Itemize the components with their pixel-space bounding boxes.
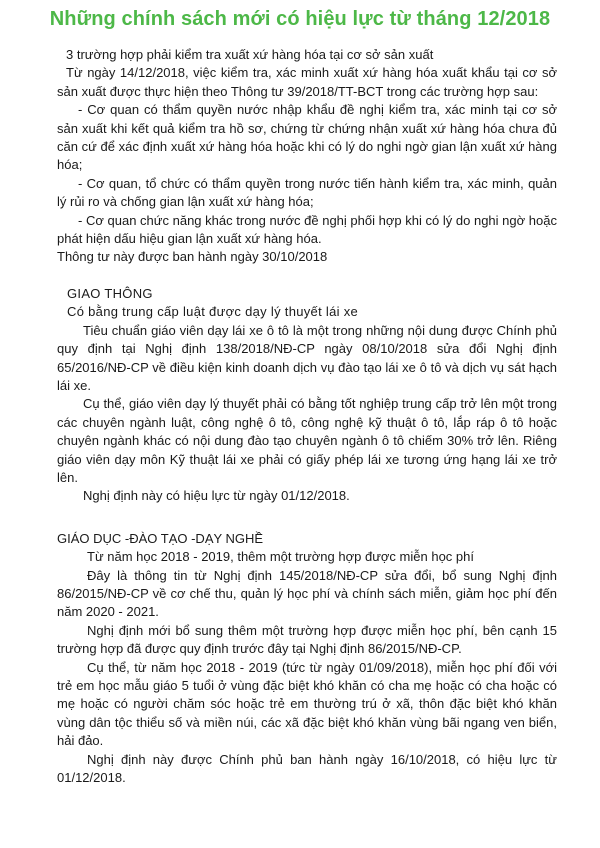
section-spacer (57, 506, 557, 530)
section1-item: - Cơ quan có thẩm quyền nước nhập khẩu đề nghị kiểm tra, xác minh tại cơ sở sản xuất khi kết quả kiểm tra hồ sơ, chứng từ chứng nhận xuất xứ hàng hóa chưa đủ căn cứ để xác định xuất xứ hàng hóa hoặc khi có lý do nghi ngờ gian lận xuất xứ hàng hóa; (57, 102, 557, 173)
section2-paragraph: Nghị định này có hiệu lực từ ngày 01/12/2018. (83, 488, 350, 504)
section3-paragraph: Nghị định này được Chính phủ ban hành ngày 16/10/2018, có hiệu lực từ 01/12/2018. (57, 751, 557, 786)
section1-item: - Cơ quan chức năng khác trong nước đề nghị phối hợp khi có lý do nghi ngờ hoặc phát hiện dấu hiệu gian lận xuất xứ hàng hóa. (57, 212, 557, 247)
section-spacer (57, 267, 557, 285)
section3-paragraph: Cụ thể, từ năm học 2018 - 2019 (tức từ ngày 01/09/2018), miễn học phí đối với trẻ em học mẫu giáo 5 tuổi ở vùng đặc biệt khó khăn có cha mẹ hoặc có cha hoặc có mẹ hoặc có người chăm sóc hoặc trẻ em thường trú ở xã, thôn đặc biệt khó khăn vùng dân tộc thiểu số và miền núi, các xã đặc biệt khó khăn vùng bãi ngang ven biển, hải đảo. (57, 659, 557, 749)
section3-category: GIÁO DỤC -ĐÀO TẠO -DẠY NGHỀ (57, 530, 264, 546)
section1-heading: 3 trường hợp phải kiểm tra xuất xứ hàng hóa tại cơ sở sản xuất (66, 47, 434, 62)
section2-heading: Có bằng trung cấp luật được dạy lý thuyết lái xe (67, 304, 359, 320)
section3-paragraph: Nghị định mới bổ sung thêm một trường hợp được miễn học phí, bên cạnh 15 trường hợp đã được quy định trước đây tại Nghị định 86/2015/NĐ-CP. (57, 622, 557, 657)
section1-item: - Cơ quan, tổ chức có thẩm quyền trong nước tiến hành kiểm tra, xác minh, quản lý rủi ro và chống gian lận xuất xứ hàng hóa; (57, 175, 557, 210)
page-title: Những chính sách mới có hiệu lực từ tháng 12/2018 (49, 8, 551, 30)
section2-category: GIAO THÔNG (67, 285, 153, 301)
article-body (57, 46, 557, 787)
section2-paragraph: Cụ thể, giáo viên dạy lý thuyết phải có bằng tốt nghiệp trung cấp trở lên một trong các chuyên ngành luật, công nghệ ô tô, công nghệ kỹ thuật ô tô, lắp ráp ô tô hoặc chuyên ngành khác có nội dung đào tạo chuyên ngành ô tô chiếm 30% trở lên. Riêng giáo viên dạy môn Kỹ thuật lái xe phải có giấy phép lái xe tương ứng hạng lái xe trở lên. (57, 396, 557, 485)
section3-paragraph: Đây là thông tin từ Nghị định 145/2018/NĐ-CP sửa đổi, bổ sung Nghị định 86/2015/NĐ-CP về cơ chế thu, quản lý học phí và chính sách miễn, giảm học phí đến năm 2020 - 2021. (57, 567, 557, 620)
section2-paragraph: Tiêu chuẩn giáo viên dạy lái xe ô tô là một trong những nội dung được Chính phủ quy định tại Nghị định 138/2018/NĐ-CP ngày 08/10/2018 sửa đổi Nghị định 65/2016/NĐ-CP về điều kiện kinh doanh dịch vụ đào tạo lái xe ô tô và dịch vụ sát hạch lái xe. (57, 322, 557, 393)
section1-intro: Từ ngày 14/12/2018, việc kiểm tra, xác minh xuất xứ hàng hóa xuất khẩu tại cơ sở sản xuất được thực hiện theo Thông tư 39/2018/TT-BCT trong các trường hợp sau: (57, 65, 557, 99)
section3-heading: Từ năm học 2018 - 2019, thêm một trường hợp được miễn học phí (87, 549, 474, 565)
section1-closing: Thông tư này được ban hành ngày 30/10/2018 (57, 249, 328, 265)
